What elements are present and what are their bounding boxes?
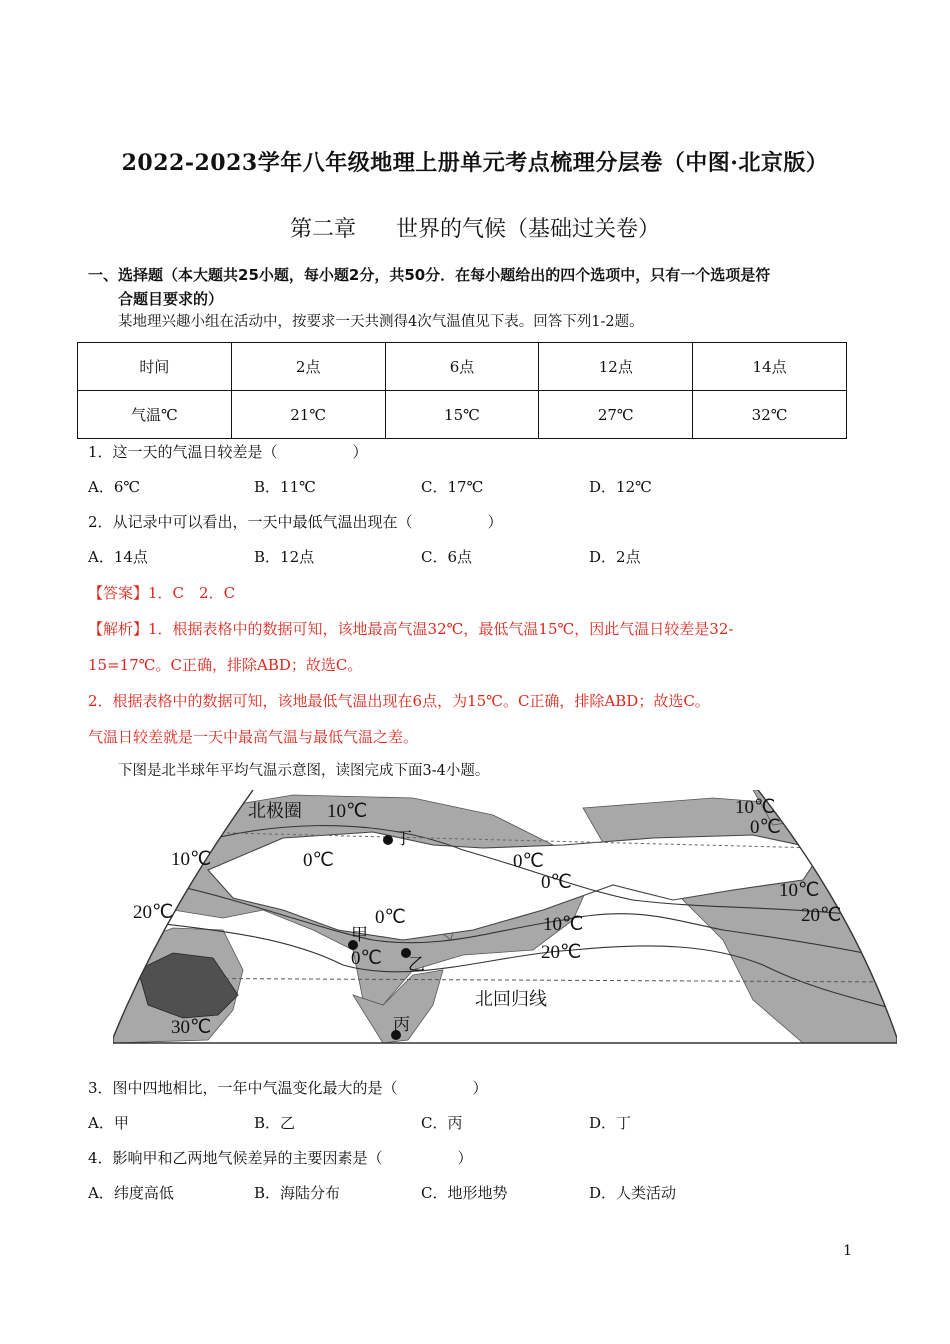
label-10c: 10℃ bbox=[779, 880, 820, 901]
table-row-header bbox=[78, 343, 847, 391]
table-row bbox=[78, 391, 847, 439]
label-20c: 20℃ bbox=[541, 942, 582, 963]
chapter-number: 第二章 bbox=[289, 217, 356, 242]
answer-line: 【答案】1．C 2．C bbox=[88, 584, 236, 602]
point-jia-label: 甲 bbox=[351, 925, 368, 945]
label-10c: 10℃ bbox=[735, 797, 776, 818]
option-d[interactable]: D．人类活动 bbox=[589, 1184, 677, 1202]
table-cell: 2点 bbox=[231, 343, 385, 391]
section-heading-line2: 合题目要求的） bbox=[118, 290, 224, 308]
label-10c: 10℃ bbox=[543, 914, 584, 935]
label-0c: 0℃ bbox=[541, 872, 572, 893]
section-heading bbox=[88, 263, 878, 311]
table-cell: 气温℃ bbox=[78, 391, 232, 439]
option-c[interactable]: C．17℃ bbox=[421, 478, 484, 496]
label-0c: 0℃ bbox=[513, 851, 544, 872]
analysis-line4: 气温日较差就是一天中最高气温与最低气温之差。 bbox=[88, 728, 419, 746]
point-ding-label: 丁 bbox=[395, 829, 412, 849]
label-30c: 30℃ bbox=[171, 1017, 212, 1038]
option-d[interactable]: D．12℃ bbox=[589, 478, 652, 496]
table-cell: 15℃ bbox=[385, 391, 539, 439]
table-cell: 6点 bbox=[385, 343, 539, 391]
question-3-stem: 3．图中四地相比，一年中气温变化最大的是（ ） bbox=[88, 1079, 488, 1097]
question-4-stem: 4．影响甲和乙两地气候差异的主要因素是（ ） bbox=[88, 1149, 473, 1167]
table-cell: 21℃ bbox=[231, 391, 385, 439]
option-b[interactable]: B．12点 bbox=[254, 548, 315, 566]
point-yi-label: 乙 bbox=[408, 955, 425, 975]
document-title: 2022-2023学年八年级地理上册单元考点梳理分层卷（中图·北京版） bbox=[121, 150, 829, 176]
chapter-subtitle: 世界的气候（基础过关卷） bbox=[396, 217, 661, 242]
intro-map: 下图是北半球年平均气温示意图，读图完成下面3-4小题。 bbox=[118, 763, 490, 779]
option-a[interactable]: A．14点 bbox=[88, 548, 148, 566]
option-b[interactable]: B．海陆分布 bbox=[254, 1184, 341, 1202]
label-0c: 0℃ bbox=[375, 907, 406, 928]
analysis-line2: 15=17℃。C正确，排除ABD；故选C。 bbox=[88, 656, 363, 674]
option-c[interactable]: C．6点 bbox=[421, 548, 473, 566]
label-20c: 20℃ bbox=[801, 905, 842, 926]
option-c[interactable]: C．地形地势 bbox=[421, 1184, 508, 1202]
label-20c: 20℃ bbox=[133, 902, 174, 923]
question-1-stem: 1．这一天的气温日较差是（ ） bbox=[88, 443, 368, 461]
table-cell: 32℃ bbox=[693, 391, 847, 439]
point-bing-label: 丙 bbox=[393, 1015, 410, 1035]
temperature-table bbox=[77, 342, 847, 439]
temperature-map bbox=[113, 790, 897, 1046]
tropic-label: 北回归线 bbox=[475, 989, 547, 1010]
option-a[interactable]: A．甲 bbox=[88, 1114, 129, 1132]
chapter-title bbox=[0, 212, 950, 243]
label-0c: 0℃ bbox=[351, 948, 382, 969]
table-cell: 时间 bbox=[78, 343, 232, 391]
option-c[interactable]: C．丙 bbox=[421, 1114, 463, 1132]
label-10c: 10℃ bbox=[327, 801, 368, 822]
option-d[interactable]: D．2点 bbox=[589, 548, 641, 566]
option-a[interactable]: A．6℃ bbox=[88, 478, 141, 496]
analysis-line1: 【解析】1．根据表格中的数据可知，该地最高气温32℃，最低气温15℃，因此气温日较差是32- bbox=[88, 620, 734, 638]
table-cell: 12点 bbox=[539, 343, 693, 391]
section-heading-line1: 一、选择题（本大题共25小题，每小题2分，共50分．在每小题给出的四个选项中，只有一个选项是符 bbox=[88, 266, 771, 284]
option-b[interactable]: B．乙 bbox=[254, 1114, 296, 1132]
option-a[interactable]: A．纬度高低 bbox=[88, 1184, 174, 1202]
question-2-stem: 2．从记录中可以看出，一天中最低气温出现在（ ） bbox=[88, 513, 503, 531]
option-b[interactable]: B．11℃ bbox=[254, 478, 316, 496]
page-number: 1 bbox=[843, 1243, 852, 1259]
analysis-line3: 2．根据表格中的数据可知，该地最低气温出现在6点，为15℃。C正确，排除ABD；故选C。 bbox=[88, 692, 710, 710]
label-0c: 0℃ bbox=[303, 850, 334, 871]
table-cell: 14点 bbox=[693, 343, 847, 391]
option-d[interactable]: D．丁 bbox=[589, 1114, 632, 1132]
arctic-circle-label: 北极圈 bbox=[248, 801, 302, 822]
table-cell: 27℃ bbox=[539, 391, 693, 439]
point-ding-marker bbox=[383, 835, 393, 845]
label-10c: 10℃ bbox=[171, 849, 212, 870]
label-0c: 0℃ bbox=[750, 817, 781, 838]
intro-table: 某地理兴趣小组在活动中，按要求一天共测得4次气温值见下表。回答下列1-2题。 bbox=[118, 314, 644, 330]
